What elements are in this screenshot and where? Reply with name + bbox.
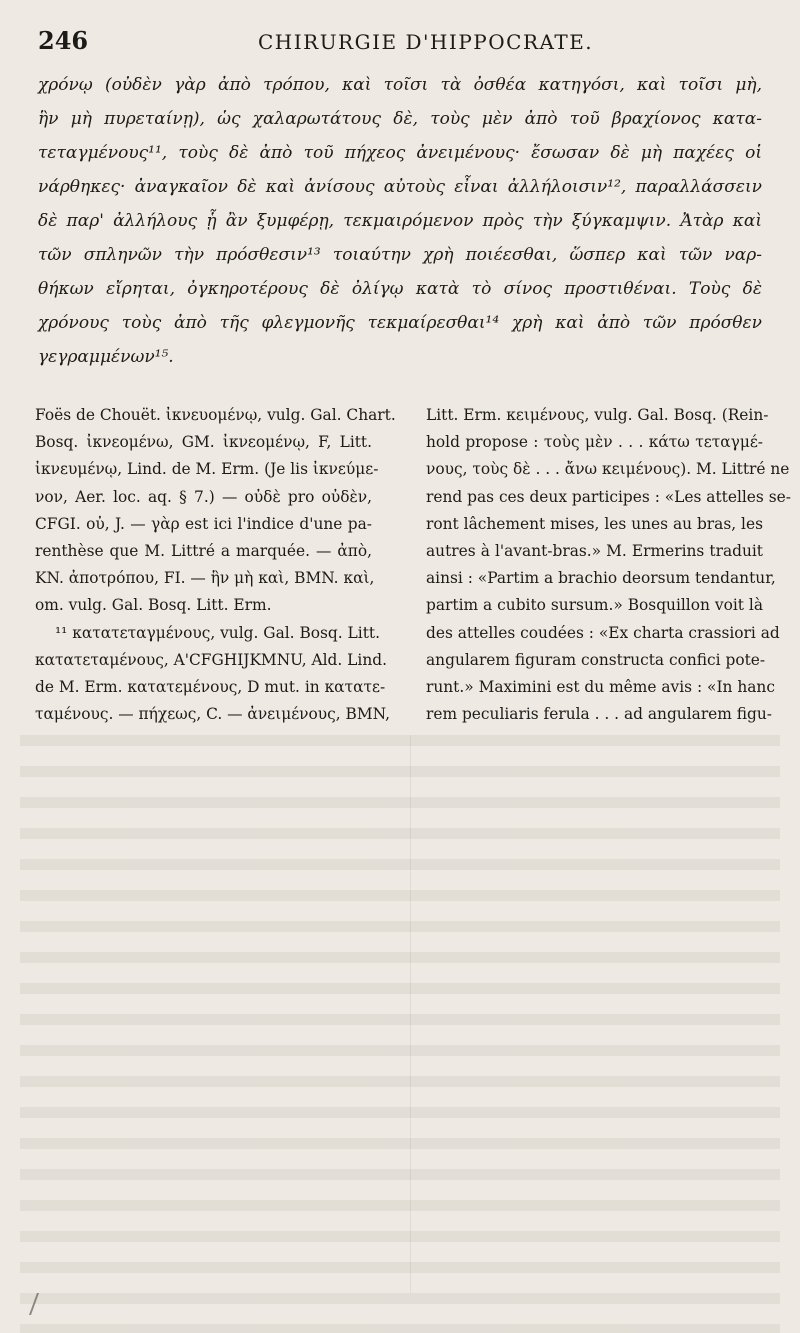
greek-main-text — [38, 68, 762, 374]
page-header — [38, 26, 762, 62]
footnotes-right-column — [426, 402, 791, 728]
note-line: rem peculiaris ferula . . . ad angularem figu- — [426, 705, 773, 724]
note-line: ταμένους. — πήχεως, C. — ἀνειμένους, BMN, — [35, 705, 390, 724]
note-line: partim a cubito sursum.» Bosquillon voit là — [426, 596, 763, 615]
note-line: Bosq. ἰκνεομένω, GM. ἰκνεομένῳ, F, Litt. — [35, 433, 372, 452]
main-text-line: θήκων εἴρηται, ὀγκηροτέρους δὲ ὀλίγῳ κατὰ τὸ σίνος προστιθέναι. Τοὺς δὲ — [38, 279, 762, 299]
main-text-line: δὲ παρ' ἀλλήλους ᾗ ἂν ξυμφέρῃ, τεκμαιρόμενον πρὸς τὴν ξύγκαμψιν. Ἀτὰρ καὶ — [38, 211, 762, 231]
note-line: ainsi : «Partim a brachio deorsum tendantur, — [426, 569, 776, 588]
main-text-line: χρόνους τοὺς ἀπὸ τῆς φλεγμονῆς τεκμαίρεσθαι¹⁴ χρὴ καὶ ἀπὸ τῶν πρόσθεν — [38, 313, 762, 333]
ink-speck — [29, 1293, 55, 1315]
running-title: CHIRURGIE D'HIPPOCRATE. — [258, 30, 594, 54]
footnote-11: ¹¹ κατατεταγμένους, vulg. Gal. Bosq. Litt. — [55, 623, 380, 642]
page-number: 246 — [38, 26, 89, 55]
note-line: Foës de Chouët. ἰκνευομένῳ, vulg. Gal. Chart. — [35, 406, 396, 424]
footnotes — [35, 402, 791, 732]
note-line: Litt. Erm. κειμένους, vulg. Gal. Bosq. (Rein- — [426, 406, 769, 424]
note-line: κατατεταμένους, A'CFGHIJKMNU, Ald. Lind. — [35, 650, 387, 669]
note-line: ront lâchement mises, les unes au bras, les — [426, 514, 763, 533]
main-text-line: ἣν μὴ πυρεταίνῃ), ὡς χαλαρωτάτους δὲ, τοὺς μὲν ἀπὸ τοῦ βραχίονος κατα- — [38, 109, 762, 129]
note-line: des attelles coudées : «Ex charta crassiori ad — [426, 623, 780, 642]
main-text-line: τεταγμένους¹¹, τοὺς δὲ ἀπὸ τοῦ πήχεος ἀνειμένους· ἔσωσαν δὲ μὴ παχέες οἱ — [38, 143, 762, 163]
note-line: de M. Erm. κατατεμένους, D mut. in κατατε- — [35, 678, 386, 697]
note-line: KN. ἀποτρόπου, FI. — ἣν μὴ καὶ, BMN. καὶ, — [35, 569, 375, 588]
note-line: rend pas ces deux participes : «Les attelles se- — [426, 487, 791, 506]
show-through-divider — [410, 735, 411, 1293]
note-line: om. vulg. Gal. Bosq. Litt. Erm. — [35, 596, 272, 615]
note-line: hold propose : τοὺς μὲν . . . κάτω τεταγμέ- — [426, 433, 763, 452]
main-text-line: γεγραμμένων¹⁵. — [38, 347, 174, 367]
note-line: ἰκνευμένῳ, Lind. de M. Erm. (Je lis ἰκνεύμε- — [35, 460, 379, 479]
main-text-line: τῶν σπληνῶν τὴν πρόσθεσιν¹³ τοιαύτην χρὴ ποιέεσθαι, ὥσπερ καὶ τῶν ναρ- — [38, 245, 762, 265]
show-through-text — [20, 735, 780, 1333]
note-line: autres à l'avant-bras.» M. Ermerins traduit — [426, 542, 763, 561]
main-text-line: χρόνῳ (οὐδὲν γὰρ ἀπὸ τρόπου, καὶ τοῖσι τὰ ὀσθέα κατηγόσι, καὶ τοῖσι μὴ, — [38, 75, 762, 95]
note-line: runt.» Maximini est du même avis : «In hanc — [426, 678, 775, 697]
note-line: renthèse que M. Littré a marquée. — ἀπὸ, — [35, 542, 372, 561]
main-text-line: νάρθηκες· ἀναγκαῖον δὲ καὶ ἀνίσους αὐτοὺς εἶναι ἀλλήλοισιν¹², παραλλάσσειν — [38, 177, 762, 197]
note-line: angularem figuram constructa confici pote- — [426, 650, 766, 669]
note-line: CFGI. οὐ, J. — γὰρ est ici l'indice d'une pa- — [35, 514, 372, 533]
footnotes-left-column — [35, 402, 396, 728]
note-line: νον, Aer. loc. aq. § 7.) — οὐδὲ pro οὐδὲν, — [35, 487, 372, 506]
note-line: νους, τοὺς δὲ . . . ἄνω κειμένους). M. Littré ne — [426, 460, 790, 479]
